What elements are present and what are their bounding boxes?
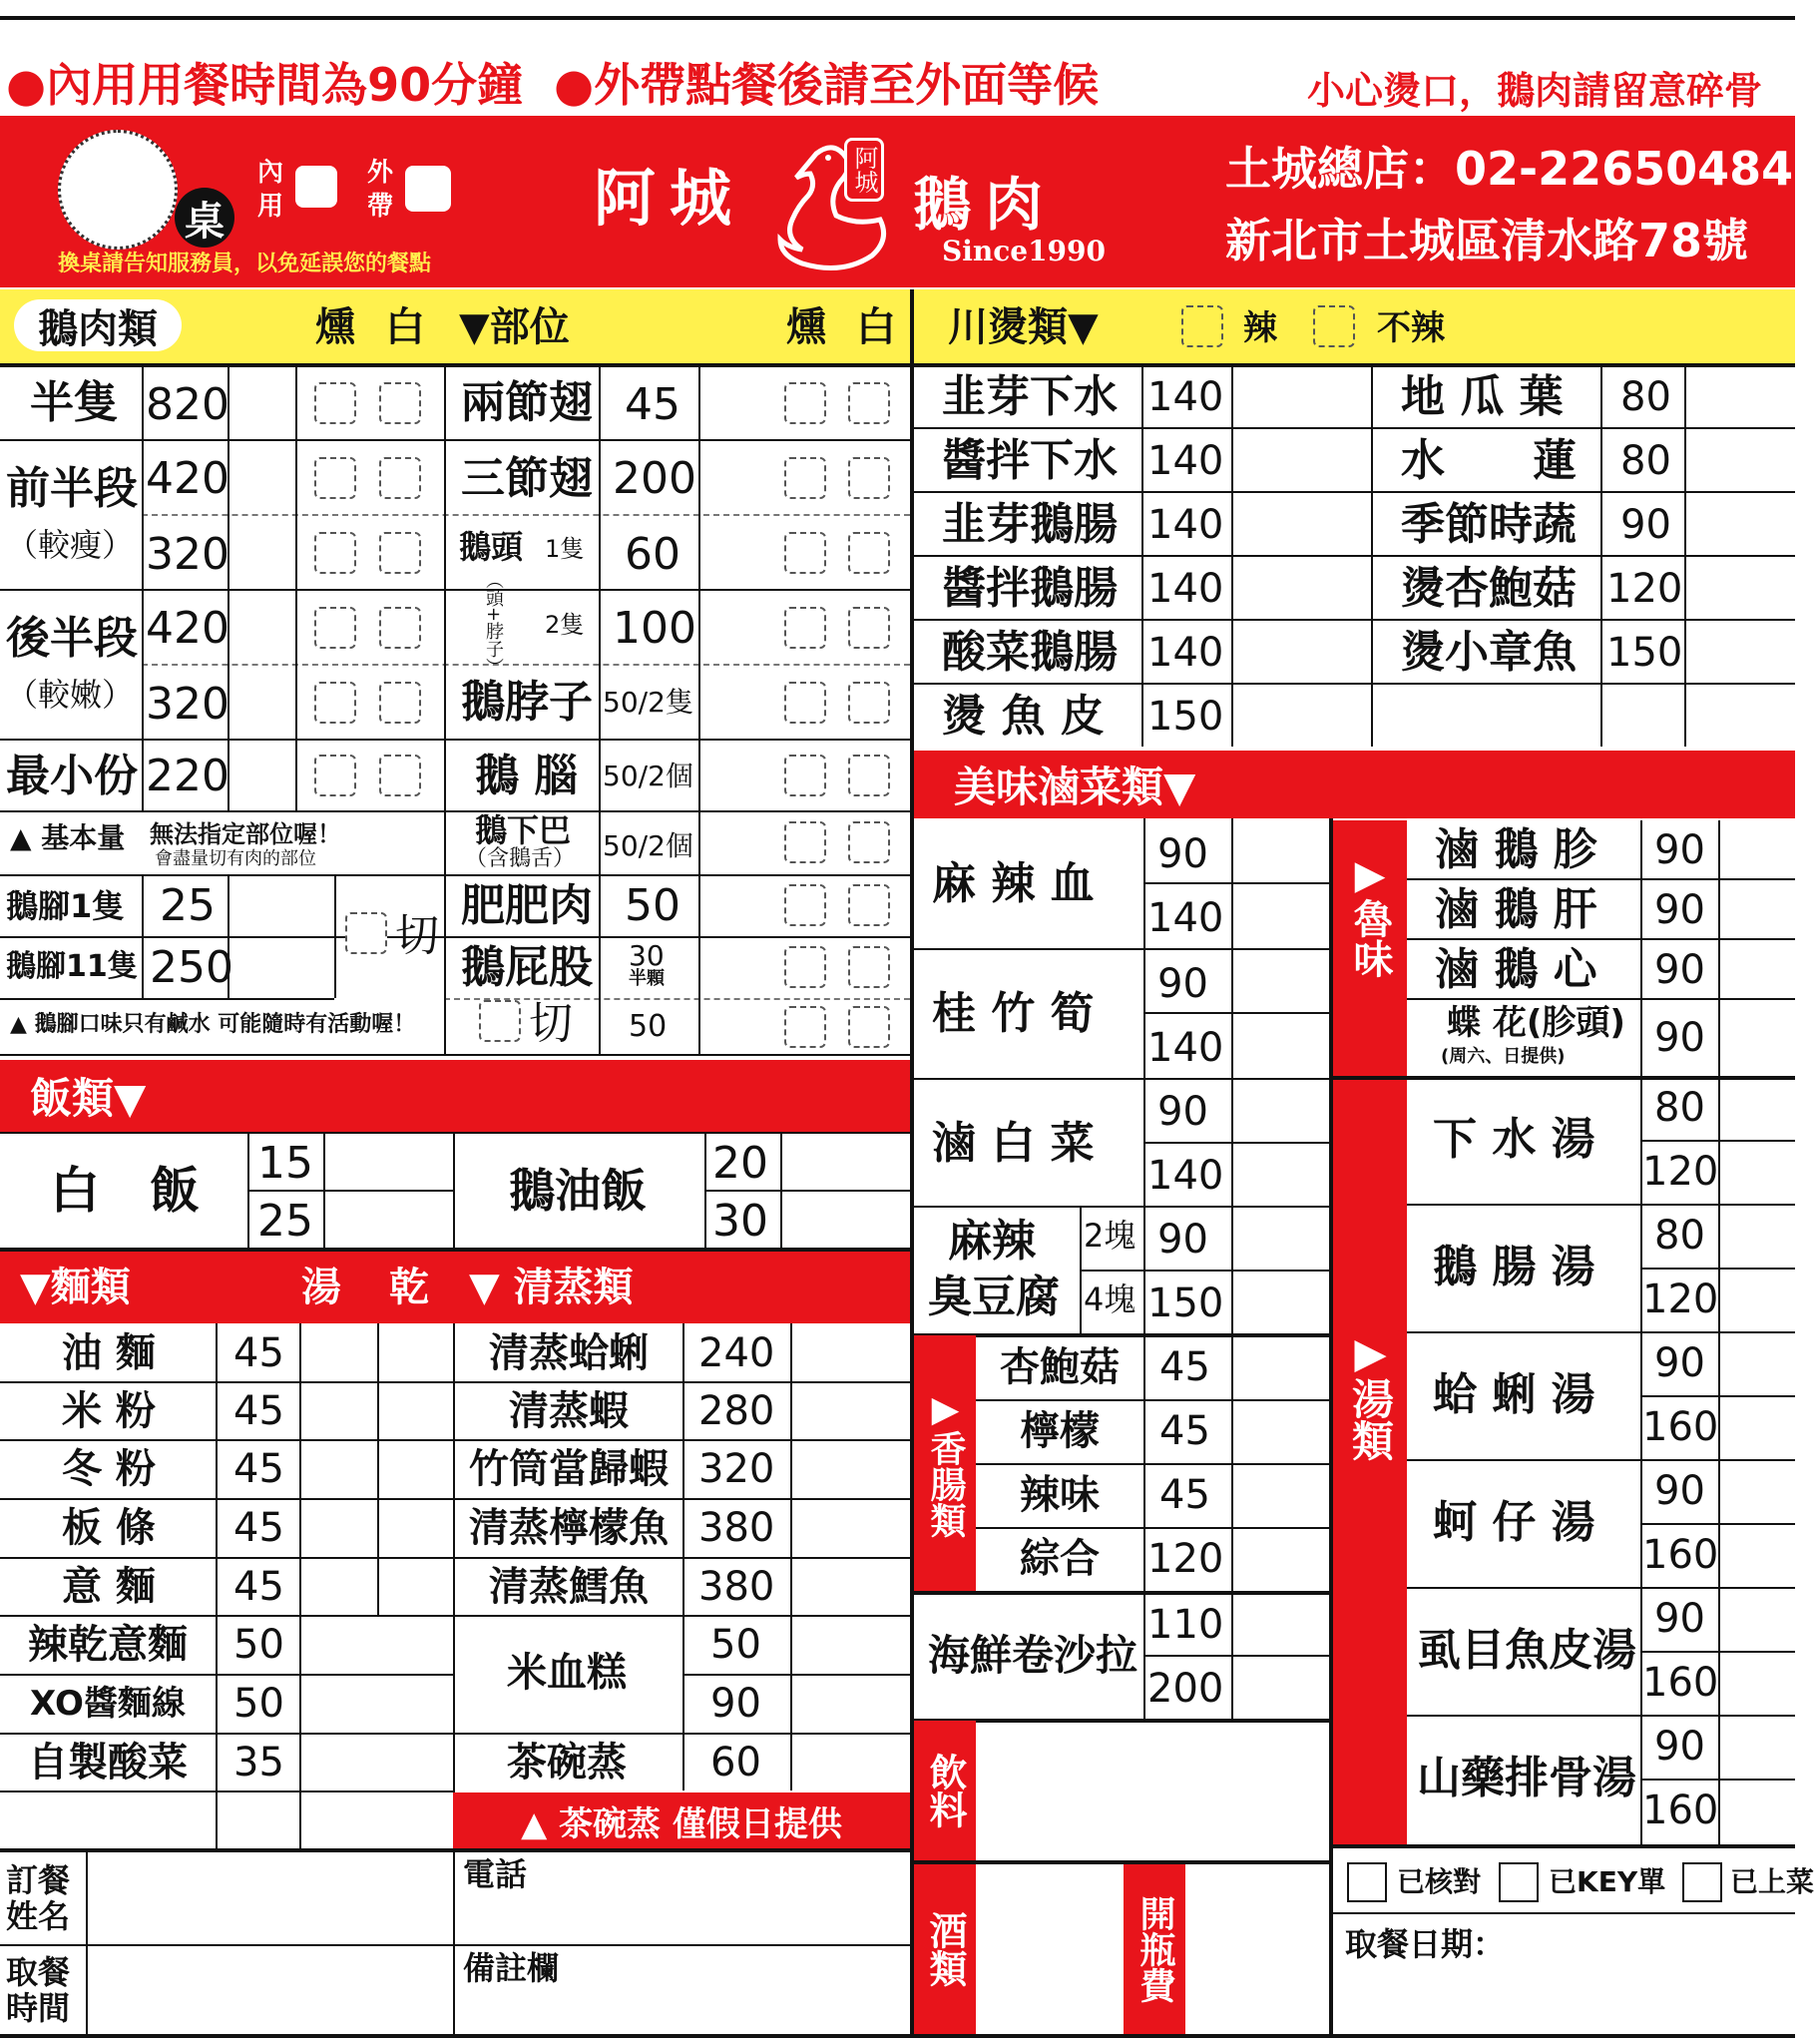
sichuan-item-price: 140 — [1147, 502, 1224, 548]
soup-name: 山藥排骨湯 — [1417, 1753, 1636, 1803]
sichuan-item-name: 醬拌下水 — [942, 435, 1118, 486]
soup-label: ▶湯類 — [1346, 1327, 1395, 1461]
dine-in-label: 內用 — [257, 158, 284, 222]
basic-note-2: 無法指定部位喔！ — [150, 820, 341, 848]
part-white-checkbox[interactable] — [848, 457, 890, 499]
braised-item-small: 90 — [1157, 961, 1208, 1007]
part-white-checkbox[interactable] — [848, 946, 890, 988]
drinks-field[interactable] — [978, 1723, 1327, 1858]
basic-note: ▲ 基本量 — [10, 821, 126, 854]
part-name: 鵝 腦 — [475, 751, 579, 801]
lu-label: ▶魯味 — [1347, 852, 1393, 978]
tofu-name-2: 臭豆腐 — [928, 1272, 1060, 1322]
sichuan-item-price: 90 — [1620, 502, 1671, 548]
takeout-notice: ●外帶點餐後請至外面等候 — [554, 58, 1100, 112]
not-spicy-checkbox[interactable] — [1313, 305, 1355, 347]
brand-right: 鵝肉 — [913, 171, 1058, 239]
not-spicy-label: 不辣 — [1377, 308, 1445, 348]
remarks-field[interactable] — [455, 1988, 908, 2032]
oil-rice-large: 30 — [712, 1196, 768, 1247]
sausage-price: 120 — [1147, 1536, 1224, 1582]
part-white-checkbox[interactable] — [848, 755, 890, 796]
order-name-label: 訂餐姓名 — [6, 1861, 71, 1935]
sichuan-item-price: 150 — [1147, 694, 1224, 740]
tofu-qty-1: 2塊 — [1084, 1217, 1136, 1255]
phone-label: 電話 — [463, 1855, 528, 1893]
part-smoked-checkbox[interactable] — [784, 755, 826, 796]
order-name-field[interactable] — [88, 1852, 451, 1942]
corkage-field[interactable] — [1187, 1864, 1327, 2032]
part-price: 50/2個 — [603, 760, 693, 792]
noodle-name: 意 麵 — [62, 1564, 156, 1610]
part-price: 60 — [625, 529, 680, 580]
braised-item-large: 140 — [1147, 895, 1224, 941]
pickup-time-label: 取餐時間 — [6, 1953, 71, 2027]
braised-item-name: 桂 竹 筍 — [932, 988, 1095, 1039]
noodle-price: 50 — [233, 1622, 284, 1668]
goose-col-white: 白 — [385, 304, 425, 350]
braised-item-large: 140 — [1147, 1153, 1224, 1199]
soup-large: 160 — [1642, 1404, 1719, 1450]
steamed-name: 清蒸蝦 — [509, 1388, 629, 1434]
table-label: 桌 — [175, 188, 234, 248]
part-price: 50/2隻 — [603, 686, 693, 719]
part-white-checkbox[interactable] — [848, 884, 890, 926]
soup-name: 蚵 仔 湯 — [1433, 1497, 1595, 1548]
cut-checkbox[interactable] — [479, 1000, 521, 1042]
sausage-price: 45 — [1159, 1344, 1210, 1390]
rice-cake-small: 50 — [710, 1622, 761, 1668]
part-name: 鵝頭 — [459, 528, 524, 566]
sichuan-item-price: 140 — [1147, 630, 1224, 676]
soup-small: 90 — [1654, 1468, 1705, 1514]
store-address: 新北市土城區清水路78號 — [1225, 214, 1749, 267]
caution-notice: 小心燙口，鵝肉請留意碎骨 — [1307, 69, 1763, 113]
braised-item-small: 90 — [1157, 831, 1208, 877]
soup-large: 160 — [1642, 1660, 1719, 1706]
checked-label: 已核對 — [1397, 1865, 1482, 1898]
brand-left: 阿城 — [594, 162, 746, 235]
smoked-checkbox[interactable] — [314, 382, 356, 424]
tofu-price-2: 150 — [1147, 1280, 1224, 1326]
sichuan-item-name: 酸菜鵝腸 — [942, 627, 1118, 678]
goose-item-price: 220 — [146, 751, 229, 801]
part-qty: 1隻 — [545, 535, 585, 563]
smoked-checkbox[interactable] — [314, 755, 356, 796]
sausage-name: 辣味 — [1020, 1472, 1100, 1518]
takeout-checkbox[interactable] — [405, 166, 451, 212]
noodles-header-bar — [0, 1252, 910, 1323]
dine-in-checkbox[interactable] — [295, 166, 337, 208]
part-price: 50 — [625, 880, 680, 931]
parts-col-smoked: 燻 — [786, 304, 826, 350]
goose-logo-icon — [776, 136, 906, 285]
soup-small: 80 — [1654, 1085, 1705, 1131]
part-smoked-checkbox[interactable] — [784, 607, 826, 649]
chawan-name: 茶碗蒸 — [507, 1740, 627, 1786]
dine-in-notice: ●內用用餐時間為90分鐘 — [6, 58, 524, 112]
part-sub: （含鵝舌） — [465, 846, 576, 871]
corkage-label: 開瓶費 — [1134, 1895, 1175, 2003]
tofu-qty-2: 4塊 — [1084, 1280, 1136, 1318]
pickup-date-field[interactable] — [1517, 1920, 1794, 2030]
lu-item-name: 滷 鵝 心 — [1435, 944, 1597, 995]
white-rice-large: 25 — [257, 1196, 313, 1247]
steamed-name: 清蒸鱈魚 — [489, 1564, 649, 1610]
cut-checkbox[interactable] — [345, 912, 387, 954]
steamed-price: 380 — [698, 1505, 775, 1551]
spicy-checkbox[interactable] — [1181, 305, 1223, 347]
salad-small: 110 — [1147, 1602, 1224, 1648]
keyed-label: 已KEY單 — [1549, 1865, 1666, 1898]
part-price: 50/2個 — [603, 829, 693, 862]
braised-item-name: 麻 辣 血 — [932, 858, 1095, 909]
braised-item-name: 滷 白 菜 — [932, 1118, 1095, 1169]
store-phone: 土城總店：02-22650484 — [1225, 142, 1794, 196]
part-name: 肥肥肉 — [461, 880, 593, 931]
part-qty: 2隻 — [545, 611, 585, 639]
sausage-label-bar — [914, 1335, 976, 1591]
part-price: 30 — [629, 939, 665, 972]
noodle-name: XO醬麵線 — [30, 1684, 186, 1724]
feet-note: ▲ 鵝腳口味只有鹹水 可能隨時有活動喔！ — [10, 1012, 416, 1037]
checked-checkbox[interactable] — [1347, 1862, 1387, 1902]
smoked-checkbox[interactable] — [314, 607, 356, 649]
noodle-price: 45 — [233, 1446, 284, 1492]
lu-item-name: 滷 鵝 肝 — [1435, 884, 1597, 935]
part-name: 鵝屁股 — [461, 942, 593, 993]
part-white-checkbox[interactable] — [848, 607, 890, 649]
soup-small: 90 — [1654, 1596, 1705, 1642]
noodle-name: 辣乾意麵 — [28, 1622, 188, 1668]
soup-label-bar — [1333, 1080, 1407, 1844]
white-checkbox[interactable] — [379, 607, 421, 649]
pickup-time-field[interactable] — [88, 1946, 451, 2032]
top-border — [0, 16, 1795, 20]
pickup-date-label: 取餐日期： — [1345, 1925, 1506, 1963]
served-checkbox[interactable] — [1682, 1862, 1722, 1902]
part-name: 三節翅 — [461, 453, 593, 504]
sichuan-header-bar — [914, 289, 1795, 363]
soup-small: 90 — [1654, 1724, 1705, 1770]
goose-item-name: （較瘦） — [6, 526, 135, 564]
sichuan-item-price: 140 — [1147, 566, 1224, 612]
part-price: 45 — [625, 379, 680, 430]
white-checkbox[interactable] — [379, 382, 421, 424]
sichuan-item-price: 140 — [1147, 438, 1224, 484]
soup-large: 120 — [1642, 1149, 1719, 1195]
noodle-price: 45 — [233, 1388, 284, 1434]
sichuan-item-name: 韭芽鵝腸 — [942, 499, 1118, 550]
goose-feet-price: 250 — [150, 942, 233, 993]
sichuan-item-price: 120 — [1606, 566, 1683, 612]
goose-feet-name: 鵝腳1隻 — [6, 887, 125, 925]
sichuan-item-name: 燙杏鮑菇 — [1401, 563, 1577, 614]
part-white-checkbox[interactable] — [848, 1006, 890, 1048]
lu-label-bar — [1333, 820, 1407, 1076]
oil-rice-small: 20 — [712, 1138, 768, 1189]
soup-name: 蛤 蜊 湯 — [1433, 1369, 1595, 1420]
sichuan-item-name: 燙 魚 皮 — [942, 691, 1105, 742]
noodles-section-title: ▼麵類 — [20, 1265, 131, 1310]
white-checkbox[interactable] — [379, 457, 421, 499]
steamed-price: 380 — [698, 1564, 775, 1610]
part-price: 200 — [613, 453, 696, 504]
smoked-checkbox[interactable] — [314, 532, 356, 574]
goose-item-price: 420 — [146, 603, 229, 654]
parts-title: ▼部位 — [459, 304, 570, 350]
steamed-price: 240 — [698, 1330, 775, 1376]
sichuan-item-name: 醬拌鵝腸 — [942, 563, 1118, 614]
noodle-name: 板 條 — [62, 1505, 156, 1551]
soup-large: 160 — [1642, 1788, 1719, 1833]
sausage-name: 杏鮑菇 — [1000, 1344, 1120, 1390]
basic-note-3: 會盡量切有肉的部位 — [155, 848, 316, 869]
part-smoked-checkbox[interactable] — [784, 682, 826, 724]
part-name: 兩節翅 — [461, 377, 593, 428]
holiday-note: ▲ 茶碗蒸 僅假日提供 — [453, 1792, 910, 1848]
sichuan-section-title: 川燙類▼ — [948, 304, 1099, 350]
white-checkbox[interactable] — [379, 532, 421, 574]
remarks-label: 備註欄 — [463, 1949, 560, 1987]
noodle-name: 自製酸菜 — [28, 1740, 188, 1786]
part-smoked-checkbox[interactable] — [784, 884, 826, 926]
white-rice-name: 白 飯 — [50, 1162, 200, 1220]
lu-item-price: 90 — [1654, 887, 1705, 933]
goose-item-name: （較嫩） — [6, 676, 135, 714]
tofu-name-1: 麻辣 — [948, 1216, 1036, 1267]
sausage-name: 檸檬 — [1020, 1408, 1100, 1454]
drinks-label: 飲料 — [923, 1753, 967, 1828]
part-price: 50 — [629, 1009, 668, 1044]
braised-item-large: 140 — [1147, 1025, 1224, 1071]
noodle-name: 冬 粉 — [62, 1446, 156, 1492]
lu-item-name: 蝶 花(胗頭) — [1447, 1003, 1625, 1043]
sichuan-item-price: 150 — [1606, 630, 1683, 676]
since-year: Since1990 — [942, 235, 1107, 267]
part-smoked-checkbox[interactable] — [784, 946, 826, 988]
table-number-circle[interactable] — [58, 130, 178, 250]
salad-large: 200 — [1147, 1666, 1224, 1712]
steamed-name: 清蒸蛤蜊 — [489, 1330, 649, 1376]
soup-name: 鵝 腸 湯 — [1433, 1242, 1595, 1292]
goose-section-title: 鵝肉類 — [14, 299, 182, 351]
sausage-name: 綜合 — [1020, 1536, 1100, 1582]
part-white-checkbox[interactable] — [848, 382, 890, 424]
part-smoked-checkbox[interactable] — [784, 1006, 826, 1048]
sausage-label: ▶香腸類 — [925, 1388, 966, 1538]
parts-col-white: 白 — [856, 304, 896, 350]
salad-name: 海鮮卷沙拉 — [928, 1631, 1138, 1680]
steamed-name: 清蒸檸檬魚 — [469, 1505, 669, 1551]
lu-item-price: 90 — [1654, 827, 1705, 873]
header-banner — [0, 116, 1795, 287]
sausage-price: 45 — [1159, 1408, 1210, 1454]
lu-item-sub: (周六、日提供) — [1441, 1046, 1566, 1067]
brand-seal: 阿城 — [844, 138, 884, 202]
goose-header-bar — [0, 289, 910, 363]
served-label: 已上菜 — [1730, 1865, 1814, 1898]
part-price: 100 — [613, 603, 696, 654]
rice-cake-name: 米血糕 — [507, 1650, 627, 1696]
wine-label-bar — [914, 1864, 976, 2034]
spicy-label: 辣 — [1243, 308, 1277, 348]
sichuan-item-price: 80 — [1620, 374, 1671, 420]
part-smoked-checkbox[interactable] — [784, 382, 826, 424]
part-price-sub: 半顆 — [629, 968, 665, 989]
part-name: 鵝下巴 — [475, 811, 572, 849]
wine-label: 酒類 — [923, 1911, 967, 1987]
steamed-section-title: ▼ 清蒸類 — [469, 1265, 634, 1310]
part-smoked-checkbox[interactable] — [784, 821, 826, 863]
white-checkbox[interactable] — [379, 682, 421, 724]
part-white-checkbox[interactable] — [848, 821, 890, 863]
table-change-note: 換桌請告知服務員，以免延誤您的餐點 — [58, 252, 432, 276]
noodle-name: 米 粉 — [62, 1388, 156, 1434]
noodles-col-soup: 湯 — [301, 1265, 341, 1310]
drinks-label-bar — [914, 1721, 976, 1860]
oil-rice-name: 鵝油飯 — [509, 1164, 647, 1218]
smoked-checkbox[interactable] — [314, 682, 356, 724]
cut-label: 切 — [395, 910, 439, 961]
sichuan-item-name: 季節時蔬 — [1401, 499, 1577, 550]
goose-item-name: 前半段 — [6, 463, 138, 514]
keyed-checkbox[interactable] — [1499, 1862, 1539, 1902]
part-smoked-checkbox[interactable] — [784, 457, 826, 499]
goose-item-name: 半隻 — [30, 377, 118, 428]
lu-item-name: 滷 鵝 胗 — [1435, 824, 1597, 875]
soup-name: 虱目魚皮湯 — [1417, 1625, 1636, 1676]
noodle-price: 45 — [233, 1564, 284, 1610]
soup-large: 160 — [1642, 1532, 1719, 1578]
takeout-label: 外帶 — [367, 158, 394, 222]
part-name: （頭+脖子） — [483, 571, 504, 677]
goose-feet-price: 25 — [160, 880, 216, 931]
smoked-checkbox[interactable] — [314, 457, 356, 499]
noodle-price: 45 — [233, 1330, 284, 1376]
corkage-label-bar — [1124, 1864, 1185, 2034]
goose-item-price: 420 — [146, 453, 229, 504]
goose-feet-name: 鵝腳11隻 — [6, 949, 138, 984]
sausage-price: 45 — [1159, 1472, 1210, 1518]
goose-item-price: 320 — [146, 679, 229, 730]
goose-item-price: 320 — [146, 529, 229, 580]
lu-item-price: 90 — [1654, 947, 1705, 993]
sichuan-item-name: 水 蓮 — [1401, 435, 1577, 486]
tofu-price-1: 90 — [1157, 1217, 1208, 1263]
soup-large: 120 — [1642, 1277, 1719, 1322]
white-checkbox[interactable] — [379, 755, 421, 796]
braised-item-small: 90 — [1157, 1089, 1208, 1135]
chawan-price: 60 — [710, 1740, 761, 1786]
goose-item-price: 820 — [146, 379, 229, 430]
soup-name: 下 水 湯 — [1433, 1114, 1595, 1165]
braised-section-title: 美味滷菜類▼ — [914, 751, 1795, 818]
soup-small: 90 — [1654, 1340, 1705, 1386]
goose-col-smoked: 燻 — [315, 304, 355, 350]
part-white-checkbox[interactable] — [848, 532, 890, 574]
soup-small: 80 — [1654, 1213, 1705, 1259]
steamed-price: 280 — [698, 1388, 775, 1434]
rice-section-title: 飯類▼ — [0, 1060, 910, 1132]
part-smoked-checkbox[interactable] — [784, 532, 826, 574]
sichuan-item-name: 韭芽下水 — [942, 371, 1118, 422]
noodle-name: 油 麵 — [62, 1330, 156, 1376]
part-white-checkbox[interactable] — [848, 682, 890, 724]
steamed-price: 320 — [698, 1446, 775, 1492]
goose-item-name: 後半段 — [6, 613, 138, 664]
sichuan-item-name: 燙小章魚 — [1401, 627, 1577, 678]
sichuan-item-price: 140 — [1147, 374, 1224, 420]
lu-item-price: 90 — [1654, 1015, 1705, 1061]
noodles-col-dry: 乾 — [389, 1265, 429, 1310]
phone-field[interactable] — [455, 1896, 908, 1942]
part-name: 鵝脖子 — [461, 677, 593, 728]
white-rice-small: 15 — [257, 1138, 313, 1189]
goose-item-name: 最小份 — [6, 751, 138, 801]
sichuan-item-name: 地 瓜 葉 — [1401, 371, 1564, 422]
noodle-price: 35 — [233, 1740, 284, 1786]
sichuan-item-price: 80 — [1620, 438, 1671, 484]
noodle-price: 50 — [233, 1681, 284, 1727]
wine-field[interactable] — [978, 1864, 1122, 2032]
steamed-name: 竹筒當歸蝦 — [469, 1446, 669, 1492]
noodle-price: 45 — [233, 1505, 284, 1551]
rice-cake-large: 90 — [710, 1681, 761, 1727]
part-name: 切 — [529, 998, 573, 1049]
